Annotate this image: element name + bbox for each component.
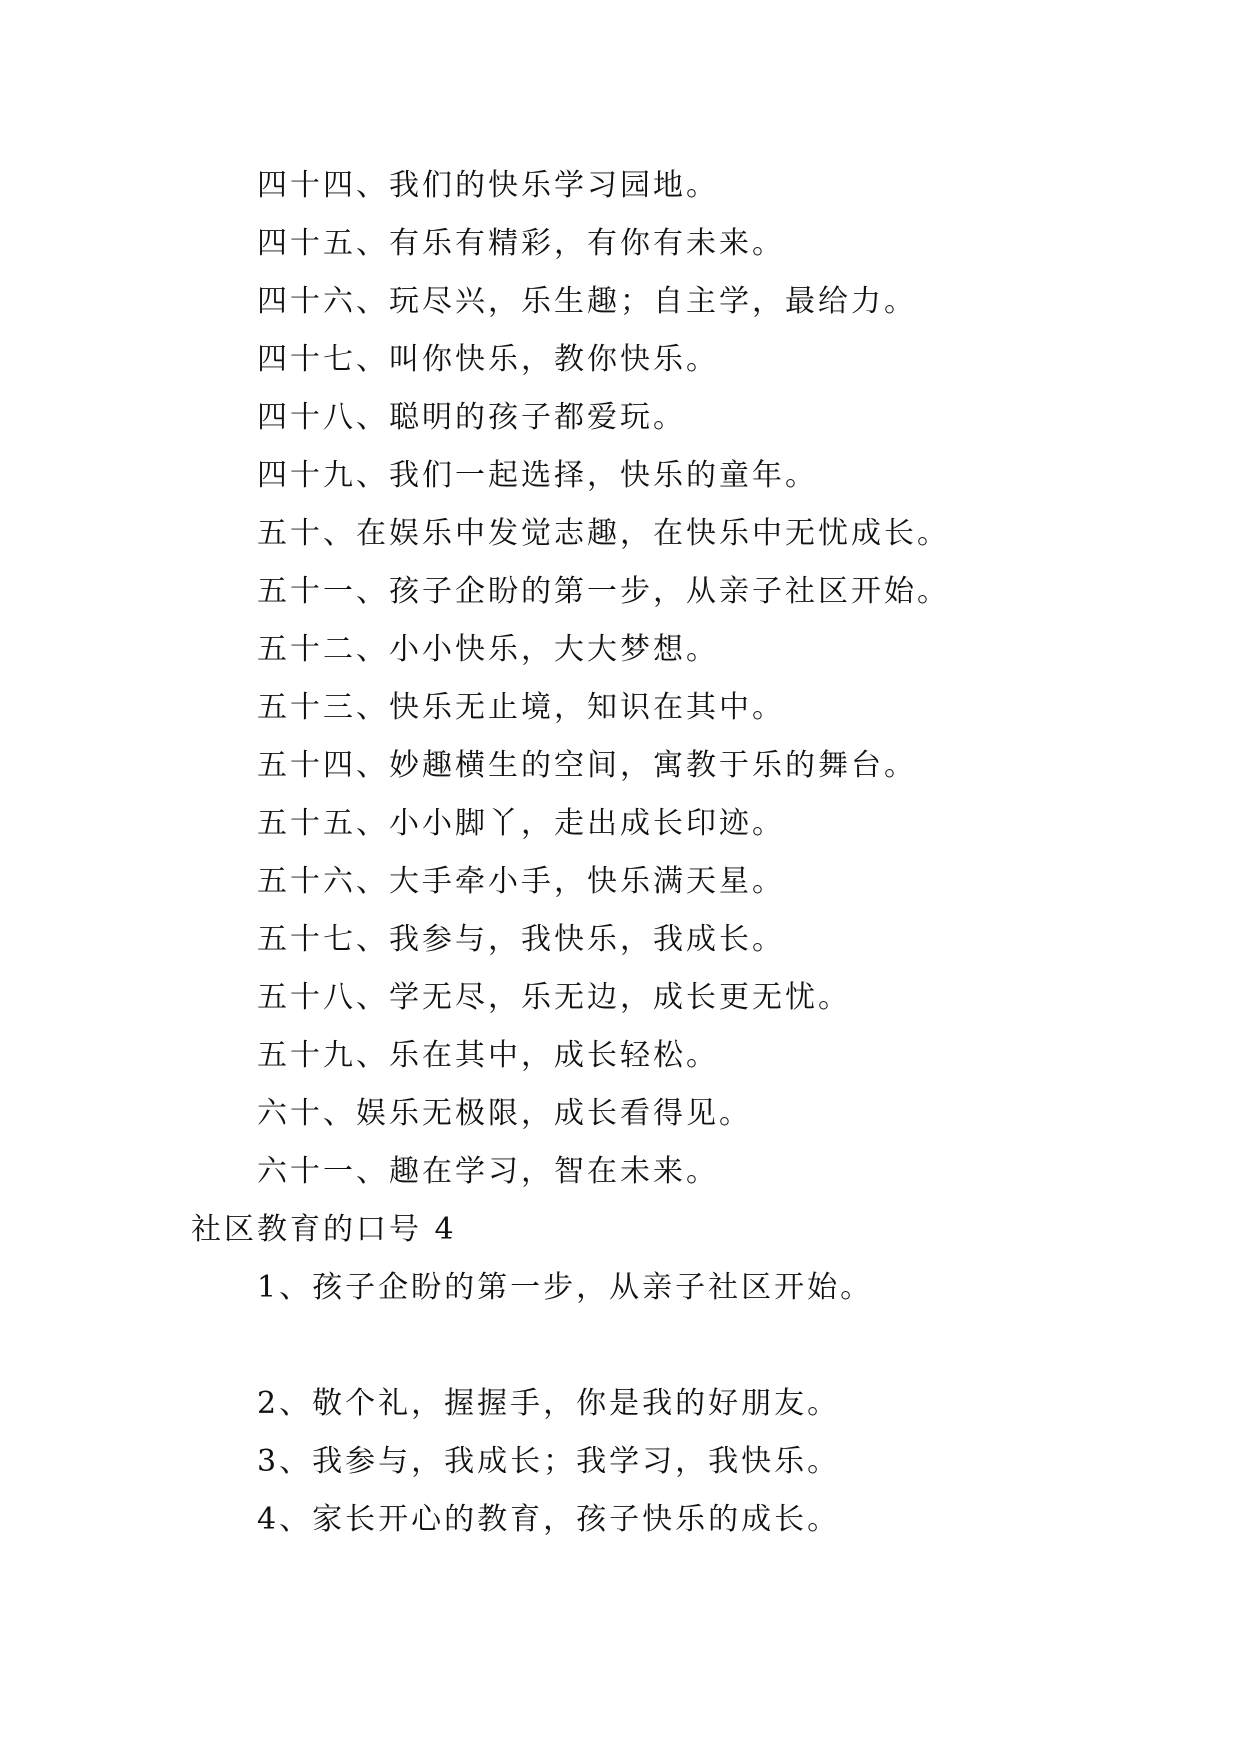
slogan-line: 五十六、大手牵小手，快乐满天星。 [257,864,785,899]
slogan-line: 五十五、小小脚丫，走出成长印迹。 [257,806,785,841]
slogan-line: 四十四、我们的快乐学习园地。 [257,168,719,203]
slogan-line: 3、我参与，我成长；我学习，我快乐。 [257,1444,841,1479]
slogan-line: 五十二、小小快乐，大大梦想。 [257,632,719,667]
slogan-line: 五十九、乐在其中，成长轻松。 [257,1038,719,1073]
slogan-line: 2、敬个礼，握握手，你是我的好朋友。 [257,1386,841,1421]
slogan-line: 五十四、妙趣横生的空间，寓教于乐的舞台。 [257,748,917,783]
slogan-line: 1、孩子企盼的第一步，从亲子社区开始。 [257,1270,874,1305]
slogan-line: 四十六、玩尽兴，乐生趣；自主学，最给力。 [257,284,917,319]
slogan-line: 五十一、孩子企盼的第一步，从亲子社区开始。 [257,574,950,609]
slogan-line: 四十五、有乐有精彩，有你有未来。 [257,226,785,261]
slogan-line: 五十三、快乐无止境，知识在其中。 [257,690,785,725]
slogan-line: 六十一、趣在学习，智在未来。 [257,1154,719,1189]
section-heading: 社区教育的口号 4 [191,1212,457,1247]
slogan-line: 四十九、我们一起选择，快乐的童年。 [257,458,818,493]
slogan-line: 4、家长开心的教育，孩子快乐的成长。 [257,1502,841,1537]
slogan-line: 六十、娱乐无极限，成长看得见。 [257,1096,752,1131]
slogan-line: 五十、在娱乐中发觉志趣，在快乐中无忧成长。 [257,516,950,551]
slogan-line: 四十八、聪明的孩子都爱玩。 [257,400,686,435]
slogan-line: 五十七、我参与，我快乐，我成长。 [257,922,785,957]
slogan-line: 四十七、叫你快乐，教你快乐。 [257,342,719,377]
slogan-line: 五十八、学无尽，乐无边，成长更无忧。 [257,980,851,1015]
